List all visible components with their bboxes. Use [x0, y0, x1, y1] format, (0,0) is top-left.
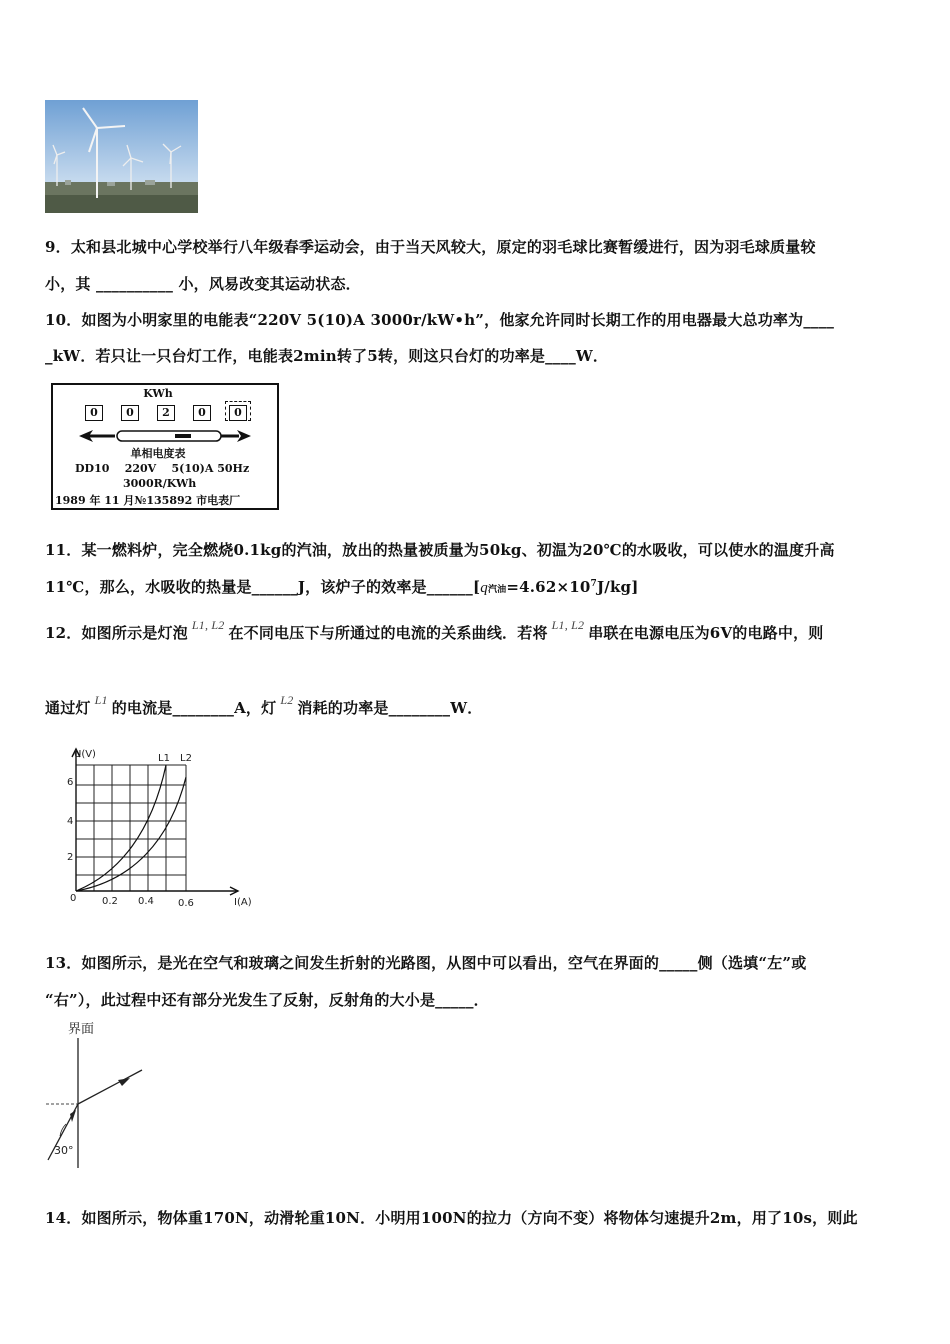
q-exponent: 7 [590, 579, 597, 589]
meter-digit: 0 [121, 405, 139, 421]
x-axis-label: I(A) [234, 897, 252, 908]
q11-text: 11℃，那么，水吸收的热量是______J，该炉子的效率是______[ [45, 578, 481, 596]
q12-text-5: 的电流是________A，灯 [111, 699, 277, 717]
q12-text-2: 在不同电压下与所通过的电流的关系曲线．若将 [228, 624, 548, 642]
x-tick: 0.6 [178, 898, 194, 909]
q9-line-2: 小，其 __________ 小，风易改变其运动状态． [45, 275, 361, 293]
refraction-figure [40, 1018, 160, 1173]
meter-digit: 2 [157, 405, 175, 421]
q13-line-2: “右”），此过程中还有部分光发生了反射，反射角的大小是_____． [45, 991, 489, 1009]
q11-line-2 [45, 576, 639, 597]
q12-text-4: 通过灯 [45, 699, 91, 717]
meter-revolutions: 3000R/KWh [123, 477, 197, 490]
q12-line-1 [45, 618, 824, 643]
y-tick: 4 [67, 816, 74, 827]
meter-digit: 0 [85, 405, 103, 421]
y-tick: 2 [67, 852, 74, 863]
lamp1-symbol: L1 [94, 693, 108, 707]
meter-digits [85, 403, 261, 423]
wind-turbine-photo [45, 100, 198, 213]
meter-unit: KWh [143, 387, 173, 400]
q10-line-2: _kW．若只让一只台灯工作，电能表2min转了5转，则这只台灯的功率是____W． [45, 347, 609, 365]
meter-disc-arrow [79, 429, 259, 443]
angle-label: 30° [54, 1144, 74, 1157]
x-tick: 0.2 [102, 896, 118, 907]
meter-digit: 0 [193, 405, 211, 421]
lamp-pair-symbol: L1, L2 [551, 618, 585, 632]
y-tick: 6 [67, 777, 74, 788]
lamp2-symbol: L2 [280, 693, 294, 707]
q12-line-2 [45, 693, 483, 718]
interface-label: 界面 [68, 1022, 95, 1037]
origin-label: 0 [70, 893, 77, 904]
ui-graph [60, 745, 270, 915]
y-axis-label: U(V) [74, 749, 96, 760]
x-tick: 0.4 [138, 896, 154, 907]
q12-text-1: 12．如图所示是灯泡 [45, 624, 188, 642]
q-unit: J/kg] [596, 578, 639, 596]
meter-name: 单相电度表 [130, 447, 186, 460]
q12-text-6: 消耗的功率是________W． [297, 699, 483, 717]
meter-footer: 1989 年 11 月№135892 市电表厂 [55, 494, 241, 507]
q9-line-1: 9．太和县北城中心学校举行八年级春季运动会，由于当天风较大，原定的羽毛球比赛暂缓进行，因为羽毛球质量较 [45, 238, 816, 256]
curve-label-l1: L1 [158, 753, 170, 764]
q12-text-3: 串联在电源电压为6V的电路中，则 [588, 624, 824, 642]
q10-line-1: 10．如图为小明家里的电能表“220V 5(10)A 3000r/kW•h”，他家允许同时长期工作的用电器最大总功率为____ [45, 311, 835, 329]
q11-line-1: 11．某一燃料炉，完全燃烧0.1kg的汽油，放出的热量被质量为50kg、初温为20℃的水吸收，可以使水的温度升高 [45, 541, 835, 559]
q-subscript: 汽油 [487, 585, 507, 595]
q-symbol: q [480, 580, 488, 596]
curve-label-l2: L2 [180, 753, 192, 764]
q-value: =4.62×10 [506, 578, 591, 596]
meter-spec: DD10 220V 5(10)A 50Hz [75, 462, 250, 475]
q14-line-1: 14．如图所示，物体重170N，动滑轮重10N．小明用100N的拉力（方向不变）将物体匀速提升2m，用了10s，则此 [45, 1209, 858, 1227]
meter-digit: 0 [229, 405, 247, 421]
q13-line-1: 13．如图所示，是光在空气和玻璃之间发生折射的光路图，从图中可以看出，空气在界面的_____侧（选填“左”或 [45, 954, 807, 972]
electric-meter-figure [51, 383, 279, 510]
lamp-pair-symbol: L1, L2 [191, 618, 225, 632]
